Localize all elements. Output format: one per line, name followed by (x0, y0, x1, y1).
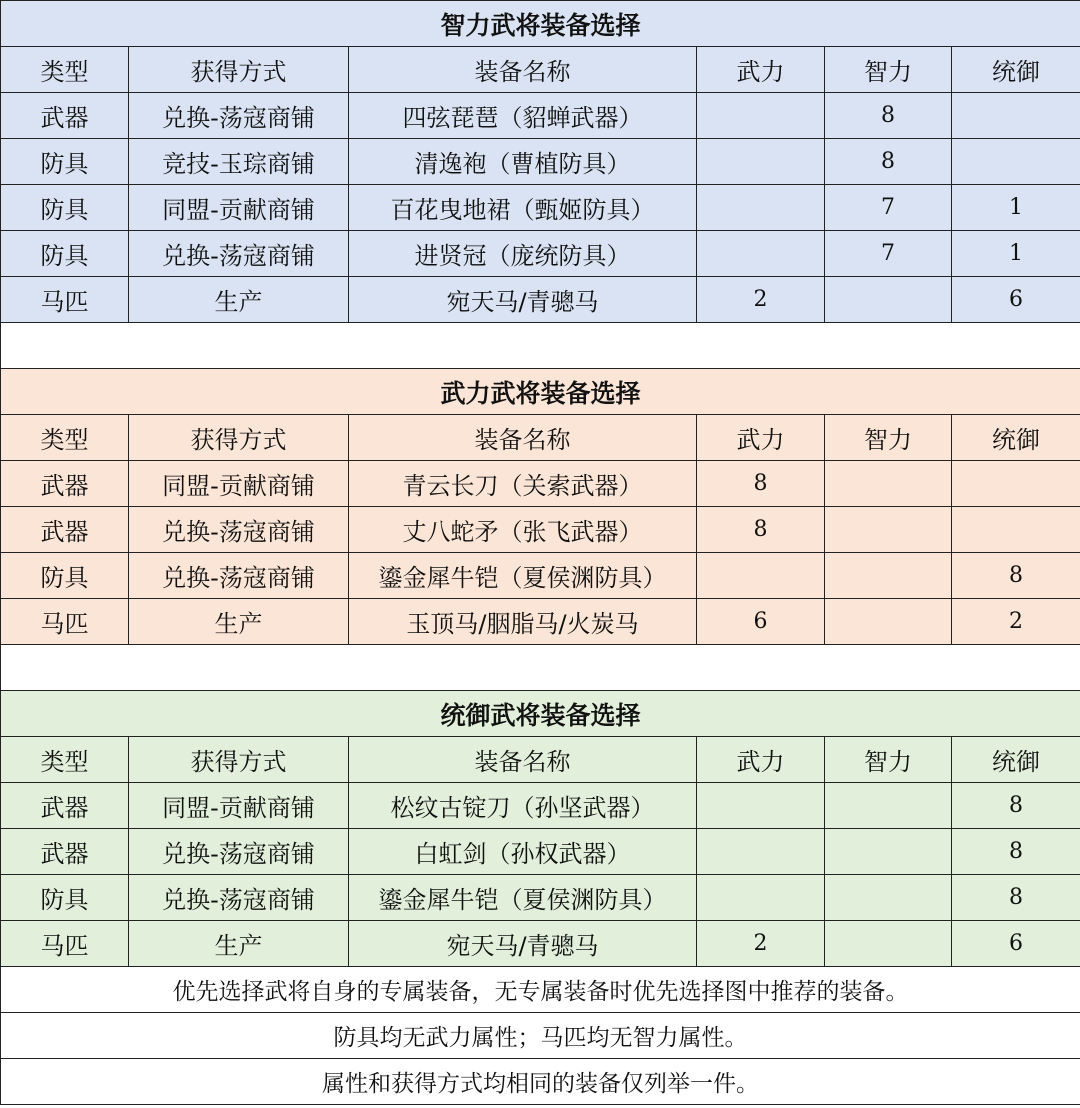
header-source: 获得方式 (129, 737, 349, 783)
cell-force: 2 (697, 921, 825, 967)
cell-source: 生产 (129, 277, 349, 323)
header-row (1, 415, 1080, 461)
cell-intel (825, 277, 952, 323)
header-type: 类型 (1, 47, 129, 93)
cell-name: 进贤冠（庞统防具） (349, 231, 697, 277)
cell-force (697, 139, 825, 185)
cell-force (697, 93, 825, 139)
cell-command: 1 (952, 231, 1080, 277)
cell-force: 6 (697, 599, 825, 645)
cell-name: 百花曳地裙（甄姬防具） (349, 185, 697, 231)
spacer-cell (1, 323, 1080, 369)
cell-force: 2 (697, 277, 825, 323)
header-name: 装备名称 (349, 47, 697, 93)
table-row (1, 553, 1080, 599)
header-force: 武力 (697, 737, 825, 783)
cell-force (697, 783, 825, 829)
section-title-row (1, 1, 1080, 47)
cell-intel (825, 921, 952, 967)
table-row (1, 93, 1080, 139)
section-title: 统御武将装备选择 (1, 691, 1080, 737)
cell-type: 马匹 (1, 599, 129, 645)
cell-command: 8 (952, 553, 1080, 599)
cell-intel (825, 599, 952, 645)
header-row (1, 47, 1080, 93)
cell-name: 松纹古锭刀（孙坚武器） (349, 783, 697, 829)
header-command: 统御 (952, 737, 1080, 783)
cell-source: 生产 (129, 921, 349, 967)
cell-command (952, 139, 1080, 185)
cell-command: 6 (952, 921, 1080, 967)
cell-command (952, 461, 1080, 507)
cell-source: 兑换-荡寇商铺 (129, 231, 349, 277)
cell-name: 宛天马/青骢马 (349, 277, 697, 323)
cell-type: 防具 (1, 553, 129, 599)
cell-source: 同盟-贡献商铺 (129, 185, 349, 231)
header-command: 统御 (952, 415, 1080, 461)
cell-source: 兑换-荡寇商铺 (129, 507, 349, 553)
cell-type: 武器 (1, 829, 129, 875)
cell-source: 同盟-贡献商铺 (129, 461, 349, 507)
cell-type: 武器 (1, 93, 129, 139)
cell-force (697, 231, 825, 277)
header-force: 武力 (697, 47, 825, 93)
cell-name: 丈八蛇矛（张飞武器） (349, 507, 697, 553)
header-intel: 智力 (825, 415, 952, 461)
table-row (1, 875, 1080, 921)
cell-type: 防具 (1, 231, 129, 277)
table-row (1, 139, 1080, 185)
cell-command: 6 (952, 277, 1080, 323)
cell-intel (825, 553, 952, 599)
cell-force (697, 553, 825, 599)
table-row (1, 829, 1080, 875)
cell-name: 鎏金犀牛铠（夏侯渊防具） (349, 875, 697, 921)
table-row (1, 599, 1080, 645)
cell-type: 武器 (1, 783, 129, 829)
cell-force (697, 185, 825, 231)
cell-source: 兑换-荡寇商铺 (129, 93, 349, 139)
cell-command (952, 93, 1080, 139)
section-title-row (1, 691, 1080, 737)
cell-name: 青云长刀（关索武器） (349, 461, 697, 507)
header-name: 装备名称 (349, 737, 697, 783)
header-source: 获得方式 (129, 47, 349, 93)
cell-name: 鎏金犀牛铠（夏侯渊防具） (349, 553, 697, 599)
header-command: 统御 (952, 47, 1080, 93)
header-source: 获得方式 (129, 415, 349, 461)
cell-command: 8 (952, 829, 1080, 875)
cell-source: 同盟-贡献商铺 (129, 783, 349, 829)
cell-intel (825, 461, 952, 507)
cell-name: 宛天马/青骢马 (349, 921, 697, 967)
cell-intel: 7 (825, 185, 952, 231)
header-force: 武力 (697, 415, 825, 461)
cell-type: 马匹 (1, 277, 129, 323)
table-row (1, 277, 1080, 323)
header-row (1, 737, 1080, 783)
cell-source: 竞技-玉琮商铺 (129, 139, 349, 185)
cell-name: 白虹剑（孙权武器） (349, 829, 697, 875)
cell-type: 马匹 (1, 921, 129, 967)
cell-source: 兑换-荡寇商铺 (129, 829, 349, 875)
cell-source: 生产 (129, 599, 349, 645)
note-row (1, 1059, 1080, 1105)
table-row (1, 507, 1080, 553)
cell-intel (825, 783, 952, 829)
cell-type: 防具 (1, 875, 129, 921)
cell-intel (825, 829, 952, 875)
cell-command: 8 (952, 875, 1080, 921)
note-text: 防具均无武力属性；马匹均无智力属性。 (1, 1013, 1080, 1059)
cell-intel: 8 (825, 93, 952, 139)
cell-type: 防具 (1, 185, 129, 231)
table-row (1, 461, 1080, 507)
cell-name: 玉顶马/胭脂马/火炭马 (349, 599, 697, 645)
section-title: 武力武将装备选择 (1, 369, 1080, 415)
cell-name: 四弦琵琶（貂蝉武器） (349, 93, 697, 139)
cell-type: 防具 (1, 139, 129, 185)
cell-name: 清逸袍（曹植防具） (349, 139, 697, 185)
note-text: 属性和获得方式均相同的装备仅列举一件。 (1, 1059, 1080, 1105)
note-row (1, 1013, 1080, 1059)
header-name: 装备名称 (349, 415, 697, 461)
cell-source: 兑换-荡寇商铺 (129, 553, 349, 599)
header-type: 类型 (1, 415, 129, 461)
header-intel: 智力 (825, 47, 952, 93)
spacer-row (1, 645, 1080, 691)
cell-intel (825, 875, 952, 921)
cell-force: 8 (697, 461, 825, 507)
spacer-row (1, 323, 1080, 369)
cell-command: 2 (952, 599, 1080, 645)
header-type: 类型 (1, 737, 129, 783)
table-row (1, 921, 1080, 967)
table-row (1, 185, 1080, 231)
cell-command: 1 (952, 185, 1080, 231)
cell-type: 武器 (1, 461, 129, 507)
cell-command (952, 507, 1080, 553)
section-title: 智力武将装备选择 (1, 1, 1080, 47)
note-row (1, 967, 1080, 1013)
section-title-row (1, 369, 1080, 415)
cell-force: 8 (697, 507, 825, 553)
spacer-cell (1, 645, 1080, 691)
cell-type: 武器 (1, 507, 129, 553)
cell-force (697, 875, 825, 921)
cell-intel: 8 (825, 139, 952, 185)
table-row (1, 783, 1080, 829)
cell-source: 兑换-荡寇商铺 (129, 875, 349, 921)
note-text: 优先选择武将自身的专属装备，无专属装备时优先选择图中推荐的装备。 (1, 967, 1080, 1013)
cell-force (697, 829, 825, 875)
cell-intel: 7 (825, 231, 952, 277)
cell-intel (825, 507, 952, 553)
header-intel: 智力 (825, 737, 952, 783)
table-row (1, 231, 1080, 277)
cell-command: 8 (952, 783, 1080, 829)
